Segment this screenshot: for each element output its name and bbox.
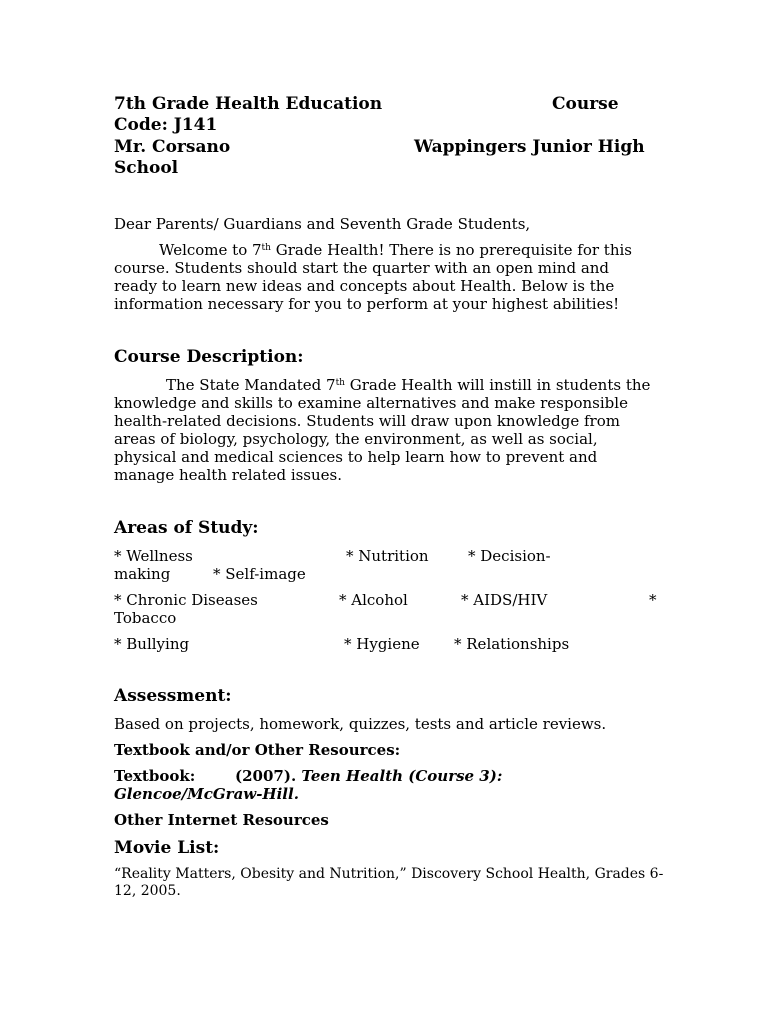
- area-tobacco-bullet: *: [649, 591, 657, 609]
- movie-line-1: “Reality Matters, Obesity and Nutrition,” Discovery School Health, Grades 6-: [114, 866, 664, 882]
- description-line-6: manage health related issues.: [114, 466, 343, 484]
- description-line-2: knowledge and skills to examine alternatives and make responsible: [114, 394, 628, 412]
- course-label: Course: [552, 94, 619, 114]
- course-description-heading: Course Description:: [114, 347, 304, 367]
- course-code: Code: J141: [114, 115, 218, 135]
- other-resources: Other Internet Resources: [114, 811, 329, 829]
- area-tobacco: Tobacco: [114, 609, 177, 627]
- assessment-text: Based on projects, homework, quizzes, tests and article reviews.: [114, 715, 607, 733]
- areas-heading: Areas of Study:: [114, 518, 259, 538]
- movie-line-2: 12, 2005.: [114, 883, 181, 899]
- area-decision: * Decision-: [468, 547, 551, 565]
- welcome-line-4: information necessary for you to perform at your highest abilities!: [114, 295, 620, 313]
- area-hygiene: * Hygiene: [344, 635, 420, 653]
- course-title: 7th Grade Health Education: [114, 94, 383, 114]
- area-aids-hiv: * AIDS/HIV: [461, 591, 548, 609]
- description-line-1: The State Mandated 7th Grade Health will instill in students the: [166, 376, 651, 394]
- area-self-image: * Self-image: [213, 565, 306, 583]
- area-nutrition: * Nutrition: [346, 547, 429, 565]
- area-decision-cont: making: [114, 565, 171, 583]
- movie-list-heading: Movie List:: [114, 838, 220, 858]
- area-relationships: * Relationships: [454, 635, 570, 653]
- school-name-cont: School: [114, 158, 179, 178]
- welcome-line-2: course. Students should start the quarter with an open mind and: [114, 259, 610, 277]
- area-bullying: * Bullying: [114, 635, 190, 653]
- greeting: Dear Parents/ Guardians and Seventh Grade Students,: [114, 215, 531, 233]
- textbook-line: (2007). Teen Health (Course 3):: [235, 767, 503, 785]
- textbook-label: Textbook:: [114, 767, 196, 785]
- welcome-line-3: ready to learn new ideas and concepts about Health. Below is the: [114, 277, 615, 295]
- description-line-5: physical and medical sciences to help learn how to prevent and: [114, 448, 598, 466]
- description-line-3: health-related decisions. Students will draw upon knowledge from: [114, 412, 620, 430]
- assessment-heading: Assessment:: [114, 686, 232, 706]
- textbook-publisher: Glencoe/McGraw-Hill.: [114, 785, 299, 803]
- description-line-4: areas of biology, psychology, the environment, as well as social,: [114, 430, 598, 448]
- area-alcohol: * Alcohol: [339, 591, 408, 609]
- welcome-line-1: Welcome to 7th Grade Health! There is no prerequisite for this: [159, 241, 632, 259]
- area-wellness: * Wellness: [114, 547, 193, 565]
- school-name: Wappingers Junior High: [414, 137, 645, 157]
- area-chronic-diseases: * Chronic Diseases: [114, 591, 258, 609]
- resources-heading: Textbook and/or Other Resources:: [114, 741, 401, 759]
- teacher-name: Mr. Corsano: [114, 137, 231, 157]
